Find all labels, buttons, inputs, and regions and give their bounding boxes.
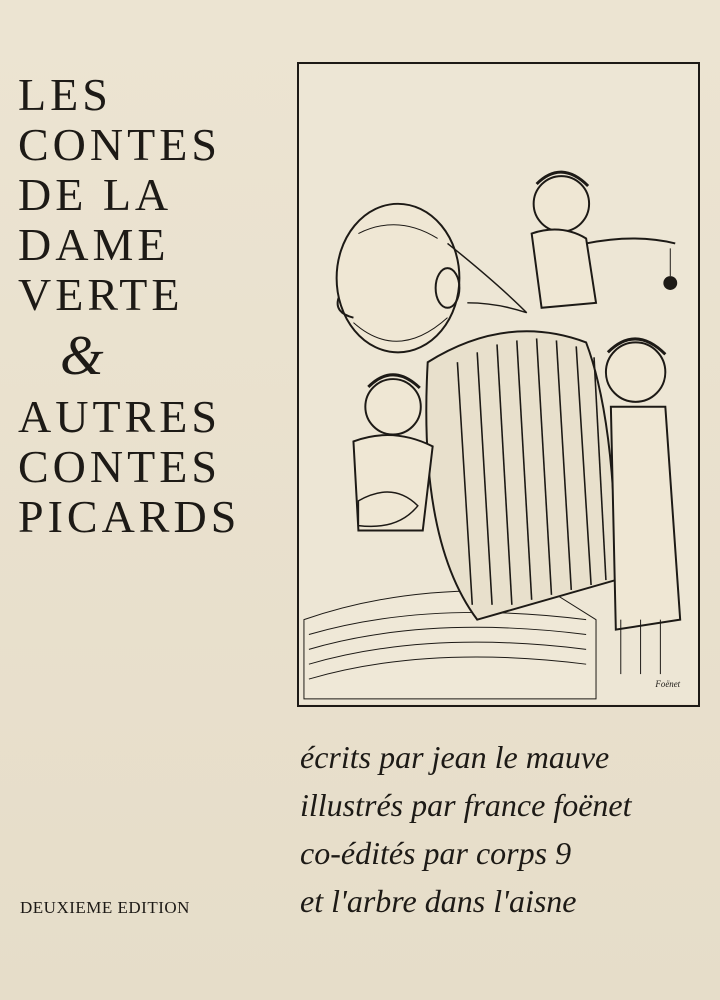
credits: [300, 733, 710, 925]
book-title: [18, 70, 293, 542]
edition-label: DEUXIEME EDITION: [20, 898, 190, 917]
title-line: DAME: [18, 219, 170, 270]
title-line: PICARDS: [18, 491, 241, 542]
title-line: AUTRES: [18, 391, 221, 442]
credit-line: écrits par jean le mauve: [300, 739, 610, 775]
title-line: CONTES: [18, 441, 221, 492]
illustration: [297, 62, 700, 707]
title-line: VERTE: [18, 269, 184, 320]
credit-line: co-édités par corps 9: [300, 835, 572, 871]
ampersand: &: [60, 325, 108, 387]
title-line: LES: [18, 69, 112, 120]
credit-line: illustrés par france foënet: [300, 787, 632, 823]
illustrator-signature: Foënet: [655, 678, 681, 689]
title-line: CONTES: [18, 119, 221, 170]
old-man-children-illustration-icon: [299, 64, 698, 705]
credit-line: et l'arbre dans l'aisne: [300, 883, 577, 919]
title-line: DE LA: [18, 169, 173, 220]
